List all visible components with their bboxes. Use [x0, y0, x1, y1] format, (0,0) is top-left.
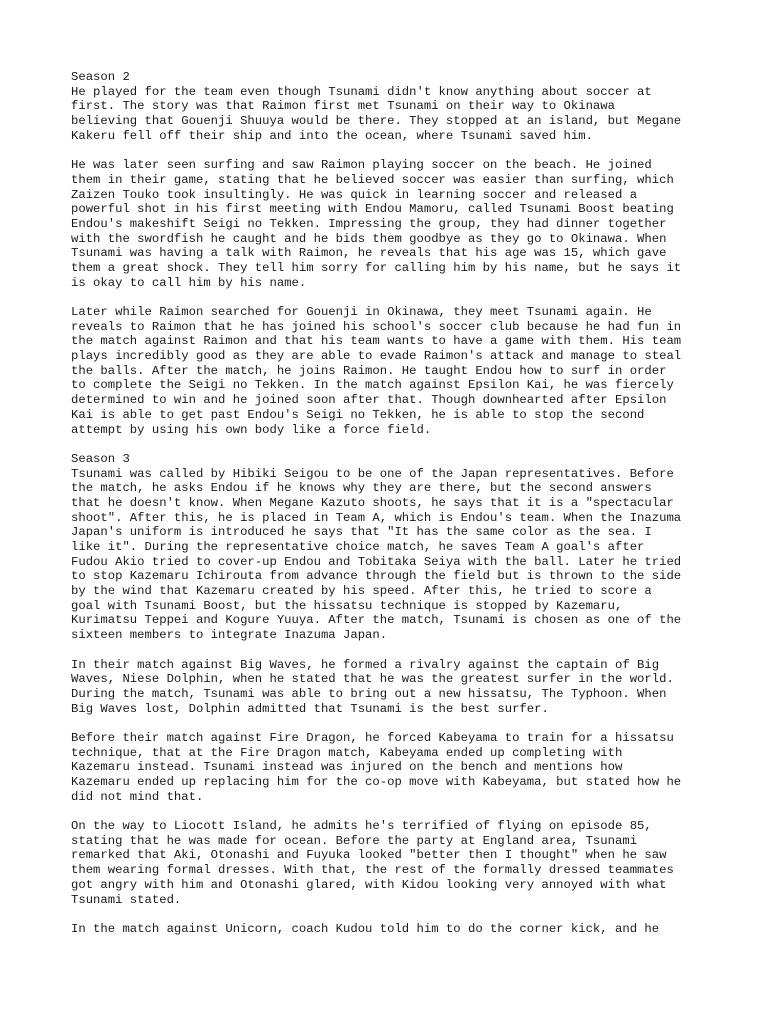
text-line: He was later seen surfing and saw Raimon playing soccer on the beach. He joined — [71, 158, 652, 173]
text-line: Later while Raimon searched for Gouenji in Okinawa, they meet Tsunami again. He — [71, 305, 652, 319]
text-line: the match against Raimon and that his team wants to have a game with them. His team — [71, 334, 682, 349]
text-line: believing that Gouenji Shuuya would be there. They stopped at an island, but Megane — [71, 114, 682, 129]
text-line: shoot". After this, he is placed in Team A, which is Endou's team. When the Inazuma — [71, 510, 682, 525]
text-line: Tsunami was having a talk with Raimon, he reveals that his age was 15, which gave — [71, 246, 667, 261]
paragraph — [71, 922, 711, 937]
text-line: Season 3 — [71, 451, 130, 466]
text-line: In their match against Big Waves, he formed a rivalry against the captain of Big — [71, 657, 660, 672]
text-line: Kazemaru ended up replacing him for the co-op move with Kabeyama, but stated how he — [71, 775, 682, 789]
text-line: Fudou Akio tried to cover-up Endou and Tobitaka Seiya with the ball. Later he tried — [71, 554, 682, 569]
paragraph — [71, 305, 711, 437]
text-line: attempt by using his own body like a force field. — [71, 422, 432, 437]
text-line: Endou's makeshift Seigi no Tekken. Impressing the group, they had dinner together — [71, 216, 667, 231]
text-line: Big Waves lost, Dolphin admitted that Tsunami is the best surfer. — [71, 701, 549, 716]
paragraph — [71, 158, 711, 290]
text-line: He played for the team even though Tsunami didn't know anything about soccer at — [71, 84, 652, 99]
paragraph — [71, 452, 711, 643]
text-line: to complete the Seigi no Tekken. In the match against Epsilon Kai, he was fiercely — [71, 378, 674, 393]
text-line: reveals to Raimon that he has joined his school's soccer club because he had fun in — [71, 319, 682, 334]
text-line: goal with Tsunami Boost, but the hissatsu technique is stopped by Kazemaru, — [71, 598, 623, 613]
text-line: Before their match against Fire Dragon, he forced Kabeyama to train for a hissatsu — [71, 730, 674, 745]
paragraph — [71, 658, 711, 717]
text-line: them wearing formal dresses. With that, the rest of the formally dressed teammates — [71, 863, 674, 878]
text-line: did not mind that. — [71, 789, 204, 804]
paragraph — [71, 819, 711, 907]
text-line: like it". During the representative choice match, he saves Team A goal's after — [71, 540, 645, 554]
text-line: the match, he asks Endou if he knows why they are there, but the second answers — [71, 481, 652, 496]
text-line: Kai is able to get past Endou's Seigi no Tekken, he is able to stop the second — [71, 407, 645, 422]
text-line: Tsunami stated. — [71, 892, 182, 907]
text-line: Tsunami was called by Hibiki Seigou to be one of the Japan representatives. Before — [71, 466, 674, 481]
document-page — [71, 70, 711, 951]
text-line: technique, that at the Fire Dragon match, Kabeyama ended up completing with — [71, 745, 623, 760]
text-line: stating that he was made for ocean. Before the party at England area, Tsunami — [71, 833, 638, 848]
paragraph — [71, 70, 711, 143]
text-line: with the swordfish he caught and he bids them goodbye as they go to Okinawa. When — [71, 231, 667, 246]
text-line: to stop Kazemaru Ichirouta from advance through the field but is thrown to the side — [71, 569, 682, 584]
text-line: them in their game, stating that he believed soccer was easier than surfing, which — [71, 172, 674, 187]
text-line: them a great shock. They tell him sorry for calling him by his name, but he says it — [71, 260, 682, 275]
text-line: remarked that Aki, Otonashi and Fuyuka looked "better then I thought" when he saw — [71, 848, 667, 863]
text-line: Kazemaru instead. Tsunami instead was injured on the bench and mentions how — [71, 760, 623, 775]
text-line: Waves, Niese Dolphin, when he stated that he was the greatest surfer in the world. — [71, 672, 674, 687]
text-line: the balls. After the match, he joins Raimon. He taught Endou how to surf in order — [71, 363, 667, 378]
text-line: got angry with him and Otonashi glared, with Kidou looking very annoyed with what — [71, 877, 667, 892]
text-line: by the wind that Kazemaru created by his speed. After this, he tried to score a — [71, 584, 652, 599]
text-line: powerful shot in his first meeting with Endou Mamoru, called Tsunami Boost beating — [71, 202, 674, 217]
text-line: Season 2 — [71, 70, 130, 84]
text-line: determined to win and he joined soon after that. Though downhearted after Epsilon — [71, 393, 667, 408]
text-line: Kakeru fell off their ship and into the ocean, where Tsunami saved him. — [71, 128, 593, 143]
text-line: On the way to Liocott Island, he admits he's terrified of flying on episode 85, — [71, 819, 652, 834]
text-line: Japan's uniform is introduced he says that "It has the same color as the sea. I — [71, 525, 652, 540]
text-line: Kurimatsu Teppei and Kogure Yuuya. After the match, Tsunami is chosen as one of the — [71, 613, 682, 628]
text-line: During the match, Tsunami was able to bring out a new hissatsu, The Typhoon. When — [71, 686, 667, 701]
text-line: plays incredibly good as they are able to evade Raimon's attack and manage to steal — [71, 349, 682, 364]
text-line: In the match against Unicorn, coach Kudou told him to do the corner kick, and he — [71, 921, 660, 936]
text-line: Zaizen Touko took insultingly. He was quick in learning soccer and released a — [71, 187, 638, 202]
paragraph — [71, 731, 711, 804]
text-line: sixteen members to integrate Inazuma Japan. — [71, 628, 388, 643]
text-line: that he doesn't know. When Megane Kazuto shoots, he says that it is a "spectacular — [71, 495, 674, 510]
text-line: is okay to call him by his name. — [71, 275, 307, 290]
text-line: first. The story was that Raimon first met Tsunami on their way to Okinawa — [71, 99, 615, 114]
